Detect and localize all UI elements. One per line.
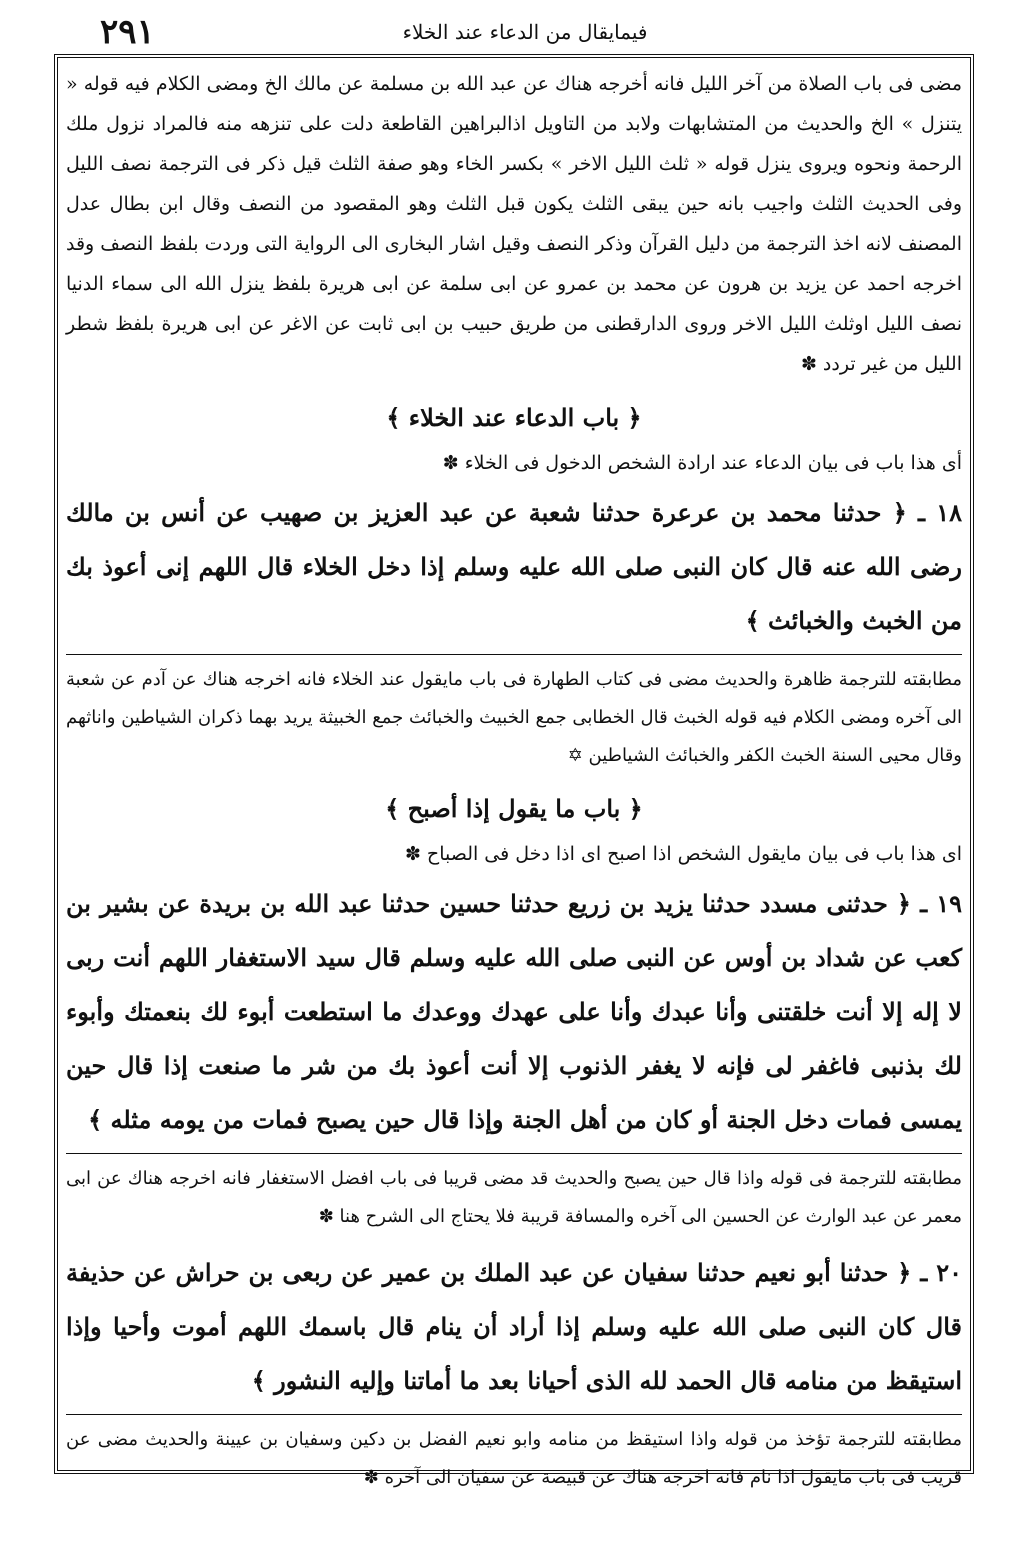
- intro-commentary: مضى فى باب الصلاة من آخر الليل فانه أخرجه هناك عن عبد الله بن مسلمة عن مالك الخ ومضى الكلام فيه قوله « يتنزل » الخ والحديث من المتشابهات ولابد من التاويل اذالبراهين القاطعة دلت على تنزهه منه فالمراد نزول ملك الرحمة ونحوه ويروى ينزل قوله « ثلث الليل الاخر » بكسر الخاء وهو صفة الثلث قيل ذكر فى الترجمة نصف الليل وفى الحديث الثلث واجيب بانه حين يبقى الثلث يكون قبل الثلث وهو المقصود من النصف وقال ابن بطال عدل المصنف لانه اخذ الترجمة من دليل القرآن وذكر النصف وقيل اشار البخارى الى الرواية التى وردت بلفظ النصف وقد اخرجه احمد عن يزيد بن هرون عن محمد بن عمرو عن ابى سلمة عن ابى هريرة بلفظ ينزل الله الى سماء الدنيا نصف الليل اوثلث الليل الاخر وروى الدارقطنى من طريق حبيب بن ابى ثابت عن الاغر عن ابى هريرة بلفظ شطر الليل من غير تردد ✽: [66, 73, 962, 375]
- divider: [66, 654, 962, 655]
- page-content: [66, 64, 963, 1488]
- running-head: فيمايقال من الدعاء عند الخلاء: [402, 20, 648, 44]
- page-number: ٢٩١: [100, 12, 155, 52]
- hadith-19: ١٩ ـ ﴿ حدثنى مسدد حدثنا يزيد بن زريع حدثنا حسين حدثنا عبد الله بن بريدة عن بشير بن كعب عن شداد بن أوس عن النبى صلى الله عليه وسلم قال سيد الاستغفار اللهم أنت ربى لا إله إلا أنت خلقتنى وأنا عبدك وأنا على عهدك ووعدك ما استطعت أبوء لك بنعمتك وأبوء لك بذنبى فاغفر لى فإنه لا يغفر الذنوب إلا أنت أعوذ بك من شر ما صنعت إذا قال حين يمسى فمات دخل الجنة أو كان من أهل الجنة وإذا قال حين يصبح فمات من يومه مثله ﴾: [66, 889, 963, 1134]
- hadith-18-commentary: مطابقته للترجمة ظاهرة والحديث مضى فى كتاب الطهارة فى باب مايقول عند الخلاء فانه اخرجه هناك عن آدم عن شعبة الى آخره ومضى الكلام فيه قوله الخبث قال الخطابى جمع الخبيث والخبائث جمع الخبيثة يريد بهما ذكران الشياطين واناثهم وقال محيى السنة الخبث الكفر والخبائث الشياطين ✡: [66, 669, 962, 766]
- chapter-subtitle-dua-khala: أى هذا باب فى بيان الدعاء عند ارادة الشخص الدخول فى الخلاء ✽: [442, 452, 962, 474]
- chapter-title-dua-khala: ﴿ باب الدعاء عند الخلاء ﴾: [386, 403, 642, 432]
- hadith-18: ١٨ ـ ﴿ حدثنا محمد بن عرعرة حدثنا شعبة عن عبد العزيز بن صهيب عن أنس بن مالك رضى الله عنه قال كان النبى صلى الله عليه وسلم إذا دخل الخلاء قال اللهم إنى أعوذ بك من الخبث والخبائث ﴾: [66, 498, 962, 635]
- divider: [66, 1414, 962, 1415]
- spacer: [66, 1236, 962, 1246]
- chapter-title-morning: ﴿ باب ما يقول إذا أصبح ﴾: [385, 794, 643, 823]
- divider: [66, 1153, 962, 1154]
- hadith-20-commentary: مطابقته للترجمة تؤخذ من قوله واذا استيقظ من منامه وابو نعيم الفضل بن دكين وسفيان بن عيينة والحديث مضى عن قريب فى باب مايقول اذا نام فانه اخرجه هناك عن قبيصة عن سفيان الى آخره ✽: [66, 1429, 962, 1488]
- hadith-19-commentary: مطابقته للترجمة فى قوله واذا قال حين يصبح والحديث قد مضى قريبا فى باب افضل الاستغفار فانه اخرجه هناك عن ابى معمر عن عبد الوارث عن الحسين الى آخره والمسافة قريبة فلا يحتاج الى الشرح هنا ✽: [66, 1168, 962, 1227]
- chapter-subtitle-morning: اى هذا باب فى بيان مايقول الشخص اذا اصبح اى اذا دخل فى الصباح ✽: [404, 843, 962, 865]
- hadith-20: ٢٠ ـ ﴿ حدثنا أبو نعيم حدثنا سفيان عن عبد الملك بن عمير عن ربعى بن حراش عن حذيفة قال كان النبى صلى الله عليه وسلم إذا أراد أن ينام قال باسمك اللهم أموت وأحيا وإذا استيقظ من منامه قال الحمد لله الذى أحيانا بعد ما أماتنا وإليه النشور ﴾: [66, 1258, 962, 1395]
